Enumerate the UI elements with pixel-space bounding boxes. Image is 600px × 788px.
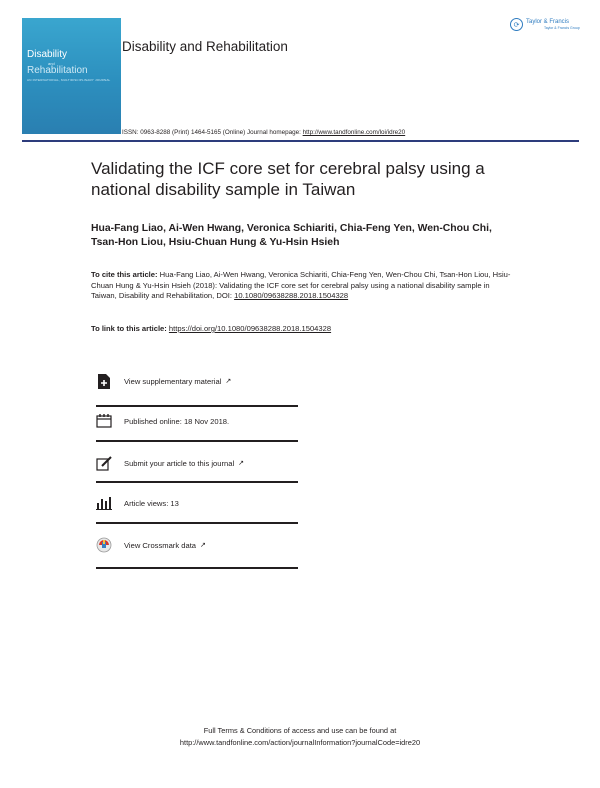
- crossmark-row[interactable]: [96, 535, 298, 555]
- article-link-label: To link to this article:: [91, 324, 169, 333]
- crossmark-icon: [96, 537, 112, 553]
- article-title: Validating the ICF core set for cerebral palsy using a national disability sample in Taiwan: [91, 159, 485, 199]
- article-authors: Hua-Fang Liao, Ai-Wen Hwang, Veronica Schiariti, Chia-Feng Yen, Wen-Chou Chi, Tsan-Hon Liou, Hsiu-Chuan Hung & Yu-Hsin Hsieh: [91, 223, 492, 248]
- external-link-icon: ↗: [238, 460, 245, 467]
- published-date: Published online: 18 Nov 2018.: [124, 416, 230, 426]
- cover-title-and: and: [48, 61, 55, 66]
- pencil-edit-icon: [96, 455, 112, 471]
- divider: [96, 405, 298, 407]
- calendar-icon: [96, 413, 112, 429]
- article-views: Article views: 13: [124, 498, 179, 508]
- journal-title: Disability and Rehabilitation: [122, 39, 288, 54]
- published-row: [96, 411, 298, 431]
- footer: [0, 725, 600, 749]
- divider: [96, 567, 298, 569]
- views-row: [96, 493, 298, 513]
- citation-text: Hua-Fang Liao, Ai-Wen Hwang, Veronica Schiariti, Chia-Feng Yen, Wen-Chou Chi, Tsan-Hon Liou, Hsiu-Chuan Hung & Yu-Hsin Hsieh (2018): Validating the ICF core set for cerebral palsy using a national disability sample in Taiwan, Disability and Rehabilitation, DOI:: [91, 270, 511, 301]
- divider: [96, 440, 298, 442]
- divider: [96, 522, 298, 524]
- external-link-icon: ↗: [200, 542, 206, 549]
- cover-subtitle: AN INTERNATIONAL, MULTIDISCIPLINARY JOURNAL: [27, 78, 111, 82]
- supplementary-row[interactable]: [96, 371, 298, 391]
- external-link-icon: ↗: [225, 378, 232, 385]
- divider: [96, 481, 298, 483]
- citation-block: [91, 270, 511, 302]
- issn-line: [122, 129, 405, 136]
- citation-doi-link[interactable]: 10.1080/09638288.2018.1504328: [234, 291, 349, 301]
- journal-homepage-link[interactable]: http://www.tandfonline.com/loi/idre20: [302, 129, 406, 136]
- publisher-group: Taylor & Francis Group: [544, 25, 580, 30]
- document-plus-icon: [96, 373, 112, 389]
- issn-text: ISSN: 0963-8288 (Print) 1464-5165 (Online) Journal homepage:: [122, 129, 303, 136]
- submit-label: Submit your article to this journal: [124, 458, 235, 468]
- bar-chart-icon: [96, 495, 112, 511]
- supplementary-label: View supplementary material: [124, 376, 222, 386]
- footer-terms-link[interactable]: http://www.tandfonline.com/action/journalInformation?journalCode=idre20: [179, 738, 421, 747]
- citation-label: To cite this article:: [91, 270, 160, 279]
- journal-cover-image: [22, 18, 121, 134]
- cover-title-line1: Disability: [27, 49, 68, 60]
- article-doi-url-link[interactable]: https://doi.org/10.1080/09638288.2018.1504328: [168, 324, 332, 333]
- cover-title-line2: Rehabilitation: [27, 65, 88, 76]
- crossmark-label: View Crossmark data: [124, 540, 197, 550]
- publisher-logo-icon: ⟳: [510, 18, 523, 31]
- publisher-logo: [510, 18, 580, 31]
- footer-terms-text: Full Terms & Conditions of access and use can be found at: [203, 726, 397, 735]
- publisher-name: Taylor & Francis: [526, 18, 570, 25]
- header-divider: [22, 140, 579, 142]
- submit-row[interactable]: [96, 453, 298, 473]
- article-link-block: [91, 324, 511, 333]
